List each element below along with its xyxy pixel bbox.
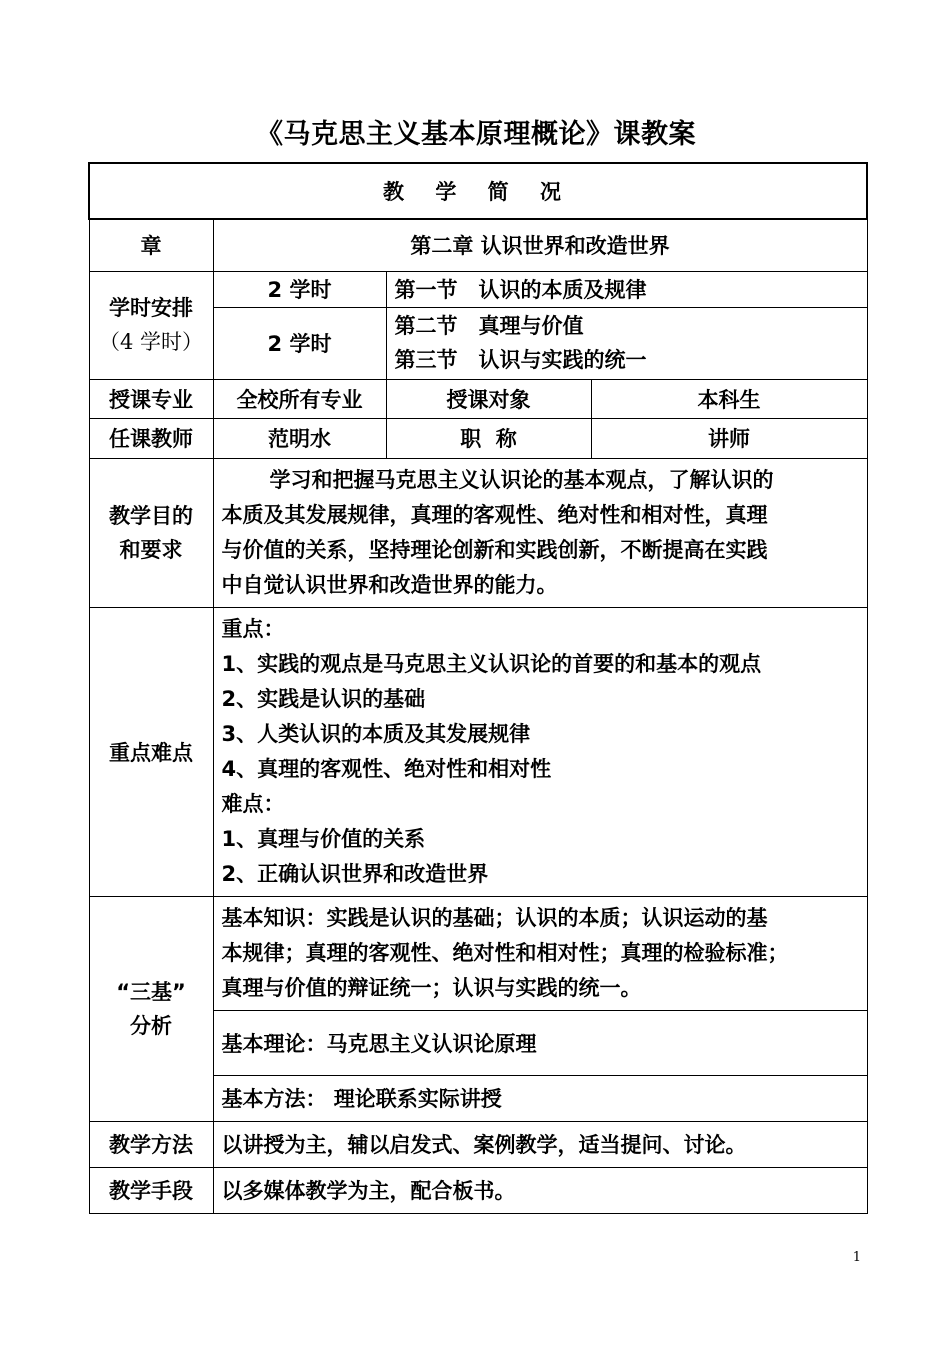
- lesson-plan-table: [88, 162, 868, 1214]
- schedule-hours-1: 2 学时: [213, 271, 386, 307]
- schedule-sections-2: [386, 307, 867, 379]
- keypoints-item: 1、实践的观点是马克思主义认识论的首要的和基本的观点: [221, 651, 762, 676]
- chapter-value: 第二章 认识世界和改造世界: [213, 219, 867, 271]
- document-title: 《马克思主义基本原理概论》课教案: [256, 119, 696, 150]
- keypoints-item: 4、真理的客观性、绝对性和相对性: [221, 756, 552, 781]
- banner-row: [89, 163, 867, 219]
- basics-label-line1: “三基”: [116, 979, 186, 1004]
- title-label: 职 称: [386, 418, 591, 458]
- teaching-method-value: 以讲授为主，辅以启发式、案例教学，适当提问、讨论。: [213, 1121, 867, 1167]
- teaching-method-row: [89, 1121, 867, 1167]
- page-number: 1: [852, 1250, 861, 1265]
- teaching-means-value: 以多媒体教学为主，配合板书。: [213, 1167, 867, 1213]
- basics-theory: 基本理论：马克思主义认识论原理: [213, 1010, 867, 1075]
- teaching-method-label: 教学方法: [89, 1121, 213, 1167]
- difficulties-item: 1、真理与价值的关系: [221, 826, 426, 851]
- difficulties-item: 2、正确认识世界和改造世界: [221, 861, 489, 886]
- basics-label: [89, 896, 213, 1121]
- objectives-text: [213, 458, 867, 607]
- schedule-paren-open: （: [98, 330, 120, 354]
- basics-knowledge-row: [89, 896, 867, 1010]
- schedule-hours-2: 2 学时: [213, 307, 386, 379]
- teacher-row: [89, 418, 867, 458]
- teacher-label: 任课教师: [89, 418, 213, 458]
- title-value: 讲师: [591, 418, 867, 458]
- objectives-line: 与价值的关系，坚持理论创新和实践创新，不断提高在实践: [221, 537, 768, 562]
- schedule-total-hours: 4: [119, 330, 134, 354]
- major-value: 全校所有专业: [213, 379, 386, 418]
- major-label: 授课专业: [89, 379, 213, 418]
- basics-label-line2: 分析: [130, 1013, 172, 1038]
- schedule-section-2: 第二节 真理与价值: [394, 314, 584, 338]
- basics-method: 基本方法： 理论联系实际讲授: [213, 1075, 867, 1121]
- major-row: [89, 379, 867, 418]
- difficulties-heading: 难点：: [221, 791, 285, 816]
- chapter-label: 章: [89, 219, 213, 271]
- schedule-label: [89, 271, 213, 379]
- objectives-line: 本质及其发展规律，真理的客观性、绝对性和相对性，真理: [221, 502, 768, 527]
- teacher-value: 范明水: [213, 418, 386, 458]
- schedule-label-line2: [90, 325, 213, 359]
- keypoints-item: 3、人类认识的本质及其发展规律: [221, 721, 531, 746]
- keypoints-label: 重点难点: [89, 607, 213, 896]
- keypoints-text: [213, 607, 867, 896]
- keypoints-row: [89, 607, 867, 896]
- schedule-section-1: 第一节 认识的本质及规律: [386, 271, 867, 307]
- keypoints-heading: 重点：: [221, 616, 285, 641]
- teaching-means-row: [89, 1167, 867, 1213]
- teaching-means-label: 教学手段: [89, 1167, 213, 1213]
- banner-cell: 教 学 简 况: [89, 163, 867, 219]
- knowledge-line: 基本知识：实践是认识的基础；认识的本质；认识运动的基: [221, 905, 768, 930]
- schedule-label-line1: 学时安排: [109, 296, 193, 320]
- objectives-label-line1: 教学目的: [109, 503, 193, 528]
- basics-knowledge: [213, 896, 867, 1010]
- keypoints-item: 2、实践是认识的基础: [221, 686, 426, 711]
- chapter-row: [89, 219, 867, 271]
- objectives-line: 学习和把握马克思主义认识论的基本观点，了解认识的: [269, 467, 774, 492]
- objectives-label: [89, 458, 213, 607]
- objectives-row: [89, 458, 867, 607]
- knowledge-line: 真理与价值的辩证统一；认识与实践的统一。: [221, 975, 642, 1000]
- audience-value: 本科生: [591, 379, 867, 418]
- schedule-paren-rest: 学时）: [133, 330, 204, 354]
- schedule-section-3: 第三节 认识与实践的统一: [394, 348, 647, 372]
- knowledge-line: 本规律；真理的客观性、绝对性和相对性；真理的检验标准；: [221, 940, 789, 965]
- schedule-row-1: [89, 271, 867, 307]
- objectives-line: 中自觉认识世界和改造世界的能力。: [221, 572, 558, 597]
- objectives-label-line2: 和要求: [119, 537, 183, 562]
- audience-label: 授课对象: [386, 379, 591, 418]
